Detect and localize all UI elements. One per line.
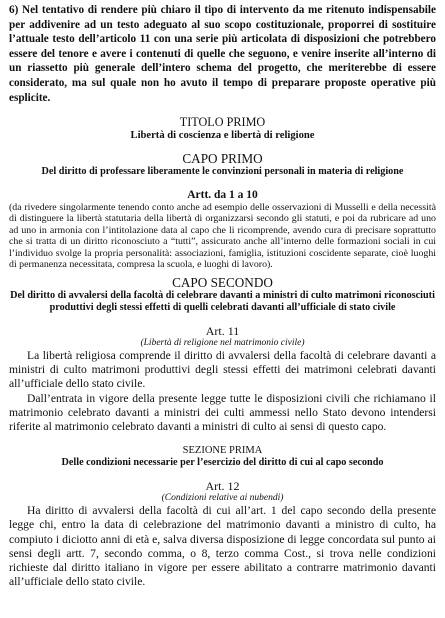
sezione-heading: SEZIONE PRIMA — [182, 445, 263, 457]
articles-1-10-heading: Artt. da 1 a 10 — [187, 188, 258, 201]
art-11-paragraph-2: Dall’entrata in vigore della presente legge tutte le disposizioni civili che richiamano il matrimonio celebrato davanti a ministri dei culti ammessi nello Stato devono intendersi riferite al matrimonio celebrato davanti a ministri di culto ai sensi di questo capo. — [9, 391, 436, 434]
capo-secondo-subtitle: Del diritto di avvalersi della facoltà di celebrare davanti a ministri di culto matrimoni riconosciuti produttivi degli stessi effetti di quelli celebrati davanti all’ufficiale di stato civile — [10, 289, 435, 314]
intro-paragraph: 6) Nel tentativo di rendere più chiaro il tipo di intervento da me ritenuto indispensabile per addivenire ad un testo adeguato al suo scopo costituzionale, proporrei di sostituire l’attuale testo dell’articolo 11 con una serie più articolata di disposizioni che potrebbero essere del tenore e avere i contenuti di quelle che seguono, e venire inserite all’interno di un riassetto più generale dell’intero schema del progetto, che meriterebbe di essere considerato, ma sul quale non ho avuto il tempo di preparare proposte operative più esplicite. — [9, 4, 436, 104]
capo-primo-subtitle: Del diritto di professare liberamente le convinzioni personali in materia di religione — [41, 166, 404, 178]
art-11-paragraph-1: La libertà religiosa comprende il diritto di avvalersi della facoltà di celebrare davanti a ministri di culto matrimoni produttivi degli stessi effetti dei matrimoni celebrati davanti all’ufficiale dello stato civile. — [9, 348, 436, 391]
sezione-subtitle: Delle condizioni necessarie per l’esercizio del diritto di cui al capo secondo — [61, 457, 384, 469]
art-12-heading: Art. 12 — [205, 478, 240, 493]
titolo-subtitle: Libertà di coscienza e libertà di religione — [130, 130, 315, 142]
art-12-rubric: (Condizioni relative ai nubendi) — [161, 492, 284, 503]
articles-note: (da rivedere singolarmente tenendo conto anche ad esempio delle osservazioni di Musselli e della necessità di distinguere la libertà statutaria della libertà di organizzarsi secondo gli statuti, e poi da rubricare ad uno ad uno in armonia con l’intitolazione data al capo che li ricomprende, avendo cura di precisare soprattutto che si tratta di un diritto riconosciuto a “tutti”, assicurato anche all’interno delle formazioni sociali in cui l’individuo svolge la propria personalità: associazioni, famiglia, istituzioni coscidente separate, cioè luoghi di permanenza necessitata, compresa la scuola, e luoghi di lavoro). — [9, 201, 436, 271]
art-11-heading: Art. 11 — [205, 323, 240, 338]
capo-secondo-heading: CAPO SECONDO — [172, 274, 273, 290]
titolo-heading: TITOLO PRIMO — [179, 115, 266, 130]
art-12-paragraph-1: Ha diritto di avvalersi della facoltà di cui all’art. 1 del capo secondo della presente legge chi, entro la data di celebrazione del matrimonio davanti a ministro di culto, ha compiuto i diciotto anni di età e, salva diversa disposizione di legge concordata sul punto ai sensi degli artt. 7, secondo comma, o 8, terzo comma Cost., si trova nelle condizioni richieste dal diritto italiano in vigore per essere abilitato a contrarre matrimonio davanti all’ufficiale dello stato civile. — [9, 503, 436, 589]
art-11-rubric: (Libertà di religione nel matrimonio civile) — [140, 337, 305, 348]
capo-primo-heading: CAPO PRIMO — [182, 151, 263, 167]
